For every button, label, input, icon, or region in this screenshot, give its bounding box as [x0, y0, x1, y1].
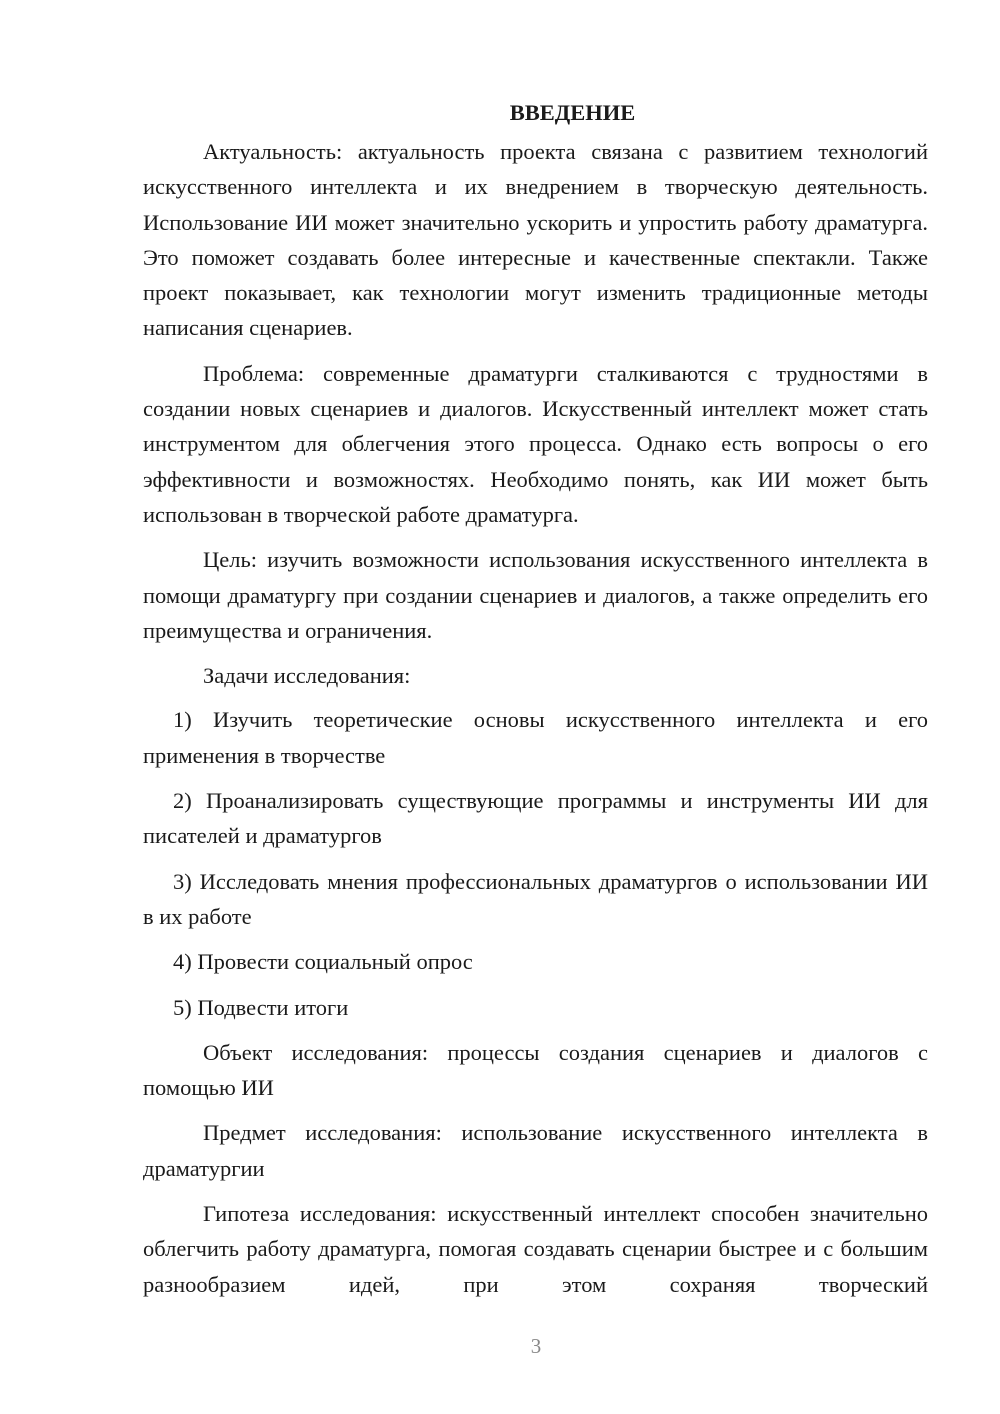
subject-paragraph: Предмет исследования: использование искусственного интеллекта в драматургии	[143, 1120, 928, 1181]
relevance-paragraph: Актуальность: актуальность проекта связана с развитием технологий искусственного интеллекта и их внедрением в творческую деятельность. Использование ИИ может значительно ускорить и упростить работу драматурга. Это поможет создавать более интересные и качественные спектакли. Также проект показывает, как технологии могут изменить традиционные методы написания сценариев.	[143, 139, 928, 341]
task-item: 2) Проанализировать существующие программы и инструменты ИИ для писателей и драматургов	[143, 788, 928, 849]
page-body	[143, 95, 928, 1302]
task-item: 1) Изучить теоретические основы искусственного интеллекта и его применения в творчестве	[143, 707, 928, 768]
task-item: 5) Подвести итоги	[173, 994, 349, 1020]
page-number: 3	[530, 1334, 542, 1358]
section-heading: ВВЕДЕНИЕ	[509, 100, 636, 125]
hypothesis-paragraph: Гипотеза исследования: искусственный интеллект способен значительно облегчить работу драматурга, помогая создавать сценарии быстрее и с большим разнообразием идей, при этом сохраняя творческий	[143, 1201, 928, 1297]
task-item: 3) Исследовать мнения профессиональных драматургов о использовании ИИ в их работе	[143, 868, 928, 929]
tasks-title: Задачи исследования:	[203, 663, 411, 689]
goal-paragraph: Цель: изучить возможности использования искусственного интеллекта в помощи драматургу при создании сценариев и диалогов, а также определить его преимущества и ограничения.	[143, 547, 928, 643]
problem-paragraph: Проблема: современные драматурги сталкиваются с трудностями в создании новых сценариев и диалогов. Искусственный интеллект может стать инструментом для облегчения этого процесса. Однако есть вопросы о его эффективности и возможностях. Необходимо понять, как ИИ может быть использован в творческой работе драматурга.	[143, 360, 928, 527]
task-item: 4) Провести социальный опрос	[173, 949, 473, 975]
object-paragraph: Объект исследования: процессы создания сценариев и диалогов с помощью ИИ	[143, 1039, 928, 1101]
